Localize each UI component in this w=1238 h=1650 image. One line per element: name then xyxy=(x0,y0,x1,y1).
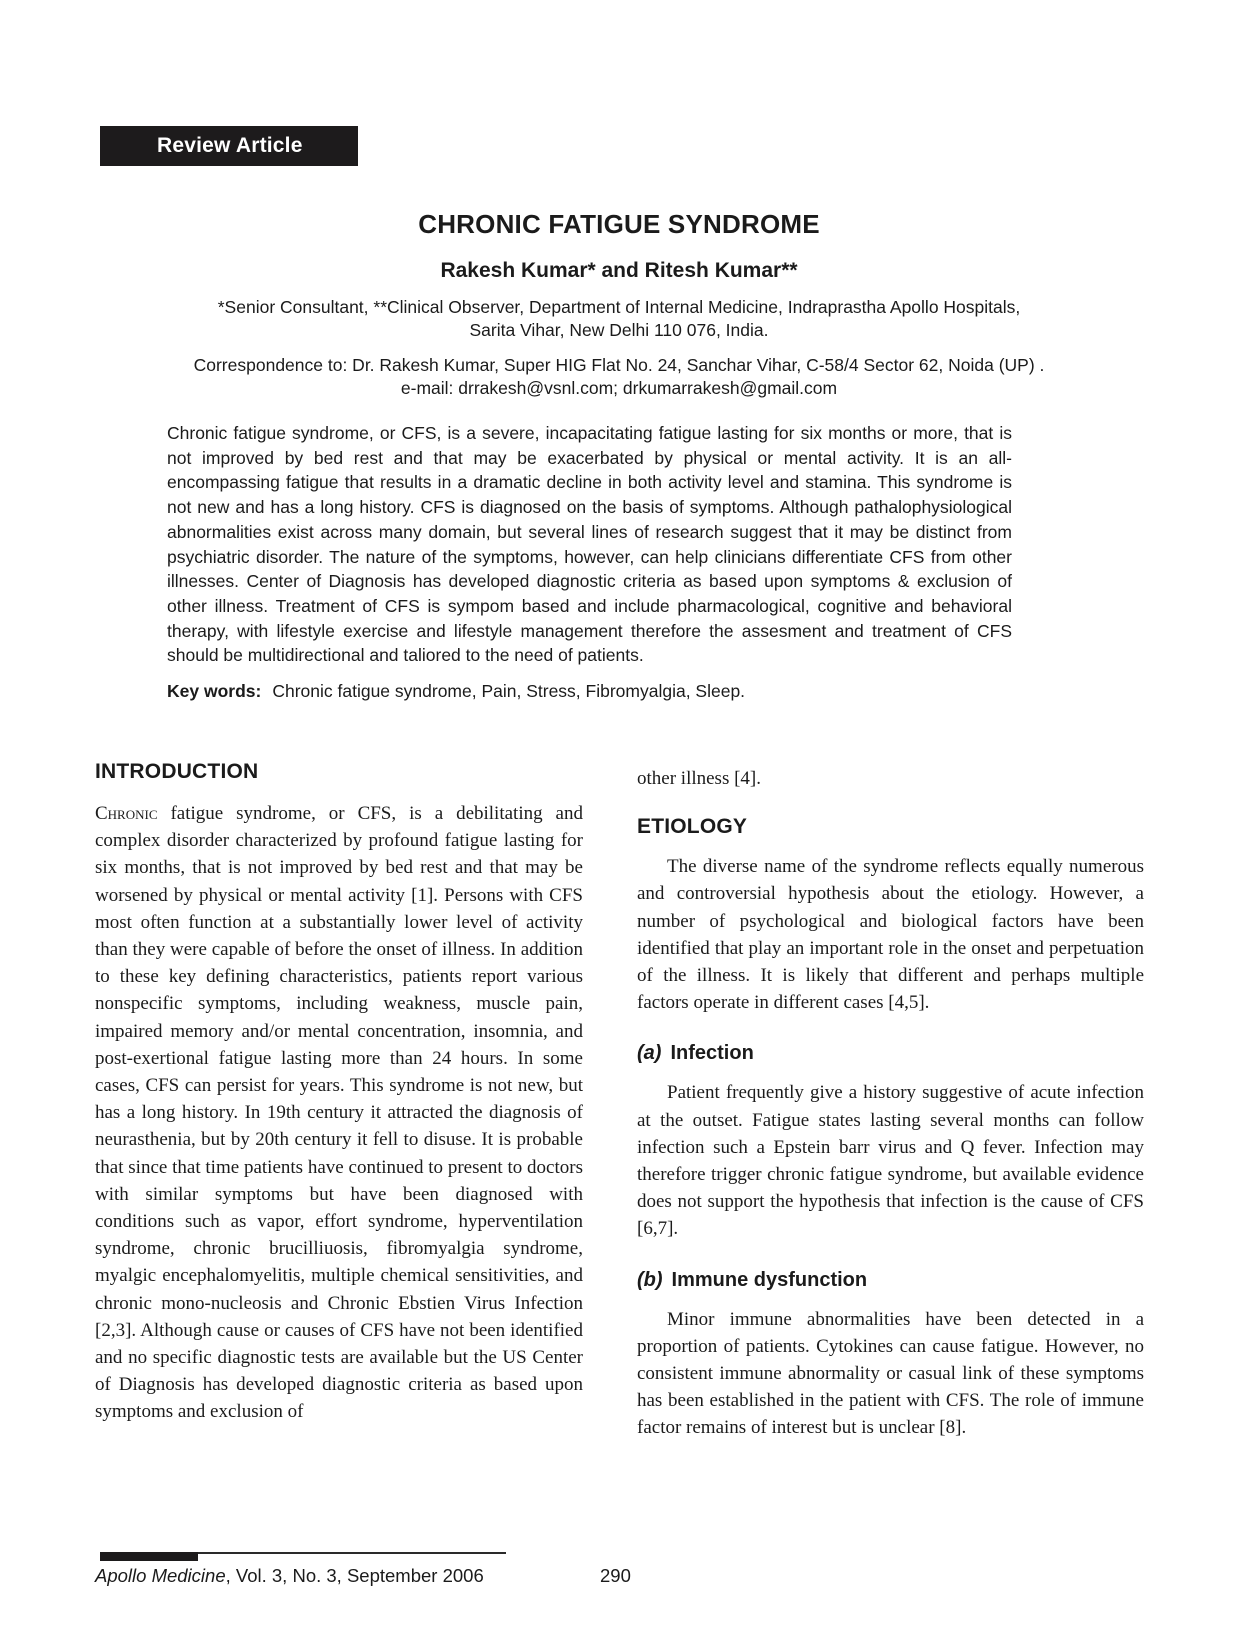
immune-section-title: Immune dysfunction xyxy=(671,1268,868,1291)
immune-section-label: (b) xyxy=(637,1268,663,1291)
keywords-line xyxy=(167,681,1012,702)
etiology-heading: ETIOLOGY xyxy=(637,815,748,839)
infection-section-heading xyxy=(637,1042,1144,1065)
etiology-paragraph: The diverse name of the syndrome reflects equally numerous and controversial hypothesis about the etiology. However, a number of psychological and biological factors have been identified that play an important role in the onset and perpetuation of the illness. It is likely that different and perhaps multiple factors operate in different cases [4,5]. xyxy=(637,856,1144,1014)
immune-paragraph: Minor immune abnormalities have been detected in a proportion of patients. Cytokines can cause fatigue. However, no consistent immune abnormality or casual link of these symptoms has been established in the patient with CFS. The role of immune factor remains of interest but is unclear [8]. xyxy=(637,1308,1144,1439)
infection-paragraph: Patient frequently give a history suggestive of acute infection at the outset. Fatigue states lasting several months can follow infection such a Epstein barr virus and Q fever. Infection may therefore trigger chronic fatigue syndrome, but available evidence does not support the hypothesis that infection is the cause of CFS [6,7]. xyxy=(637,1082,1144,1240)
article-title: CHRONIC FATIGUE SYNDROME xyxy=(418,209,820,239)
journal-issue: , Vol. 3, No. 3, September 2006 xyxy=(225,1565,484,1586)
email-line: e-mail: drrakesh@vsnl.com; drkumarrakesh@gmail.com xyxy=(400,378,838,398)
journal-name: Apollo Medicine xyxy=(95,1565,226,1586)
authors-line: Rakesh Kumar* and Ritesh Kumar** xyxy=(440,259,798,282)
introduction-continuation: other illness [4]. xyxy=(637,768,762,789)
keywords-label: Key words: xyxy=(167,681,262,701)
footer-rule-thick-segment xyxy=(100,1552,198,1561)
footer-journal-line xyxy=(95,1565,484,1587)
introduction-heading: INTRODUCTION xyxy=(95,760,259,783)
abstract-paragraph: Chronic fatigue syndrome, or CFS, is a severe, incapacitating fatigue lasting for six months or more, that is not improved by bed rest and that may be exacerbated by physical or mental activity. It is an all-encompassing fatigue that results in a dramatic decline in both activity level and stamina. This syndrome is not new and has a long history. CFS is diagnosed on the basis of symptoms. Although pathalophysiological abnormalities exist across many domain, but several lines of research suggest that it may be distinct from psychiatric disorder. The nature of the symptoms, however, can help clinicians differentiate CFS from other illnesses. Center of Diagnosis has developed diagnostic criteria as based upon symptoms & exclusion of other illness. Treatment of CFS is sympom based and include pharmacological, cognitive and behavioral therapy, with lifestyle exercise and lifestyle management therefore the assesment and treatment of CFS should be multidirectional and taliored to the need of patients. xyxy=(167,423,1012,666)
introduction-lead-word: Chronic xyxy=(95,803,158,824)
right-column xyxy=(637,760,1144,1442)
immune-section-heading xyxy=(637,1269,1144,1292)
page-number: 290 xyxy=(600,1565,631,1586)
introduction-paragraph-text: fatigue syndrome, or CFS, is a debilitating and complex disorder characterized by profound fatigue lasting for six months, that is not improved by bed rest and that may be worsened by physical or mental activity [1]. Persons with CFS most often function at a substantially lower level of activity than they were capable of before the onset of illness. In addition to these key defining characteristics, patients report various nonspecific symptoms, including weakness, muscle pain, impaired memory and/or mental concentration, insomnia, and post-exertional fatigue lasting more than 24 hours. In some cases, CFS can persist for years. This syndrome is not new, but has a long history. In 19th century it attracted the diagnosis of neurasthenia, but by 20th century it fell to disuse. It is probable that since that time patients have continued to present to doctors with similar symptoms but have been diagnosed with conditions such as vapor, effort syndrome, hyperventilation syndrome, chronic brucilliuosis, fibromyalgia syndrome, myalgic encephalomyelitis, multiple chemical sensitivities, and chronic mono-nucleosis and Chronic Ebstien Virus Infection [2,3]. Although cause or causes of CFS have not been identified and no specific diagnostic tests are available but the US Center of Diagnosis has developed diagnostic criteria as based upon symptoms and exclusion of xyxy=(95,803,583,1423)
keywords-text: Chronic fatigue syndrome, Pain, Stress, Fibromyalgia, Sleep. xyxy=(272,681,746,701)
infection-section-title: Infection xyxy=(670,1042,754,1065)
left-column xyxy=(95,760,583,1426)
review-article-badge xyxy=(100,126,358,166)
footer-rule xyxy=(100,1552,506,1554)
correspondence-line: Correspondence to: Dr. Rakesh Kumar, Super HIG Flat No. 24, Sanchar Vihar, C-58/4 Sector 62, Noida (UP) . xyxy=(193,355,1045,375)
affiliation-line-2: Sarita Vihar, New Delhi 110 076, India. xyxy=(469,320,769,340)
introduction-paragraph xyxy=(95,800,583,1426)
affiliation-line-1: *Senior Consultant, **Clinical Observer, Department of Internal Medicine, Indraprastha Apollo Hospitals, xyxy=(217,297,1021,317)
infection-section-label: (a) xyxy=(637,1042,662,1065)
review-article-badge-label: Review Article xyxy=(157,134,303,157)
